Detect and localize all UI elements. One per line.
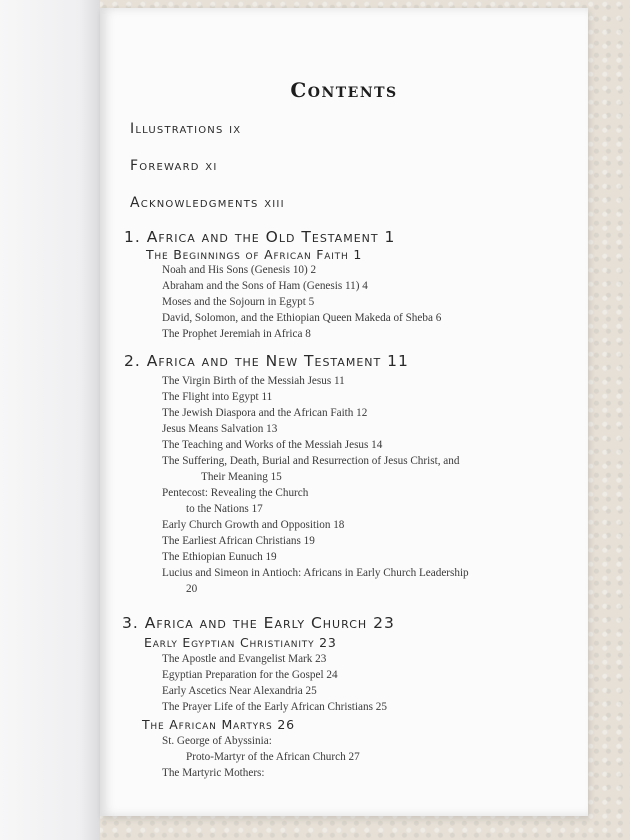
toc-item: The Apostle and Evangelist Mark 23 xyxy=(162,653,327,665)
toc-acknowledgments: Acknowledgments xiii xyxy=(130,195,285,211)
toc-item: The Suffering, Death, Burial and Resurrection of Jesus Christ, and xyxy=(162,455,460,467)
toc-foreward: Foreward xi xyxy=(130,158,218,174)
chapter-2-heading: 2. Africa and the New Testament 11 xyxy=(124,352,409,370)
page-title: Contents xyxy=(290,78,398,102)
section-heading: The African Martyrs 26 xyxy=(142,717,295,732)
toc-item: The Martyric Mothers: xyxy=(162,767,265,779)
toc-item: Early Church Growth and Opposition 18 xyxy=(162,519,345,531)
toc-illustrations: Illustrations ix xyxy=(130,121,242,137)
toc-item: The Virgin Birth of the Messiah Jesus 11 xyxy=(162,375,345,387)
toc-item: Pentecost: Revealing the Church xyxy=(162,487,309,499)
toc-item-continuation: to the Nations 17 xyxy=(186,503,263,515)
toc-item: Lucius and Simeon in Antioch: Africans in Early Church Leadership xyxy=(162,567,469,579)
toc-item: Abraham and the Sons of Ham (Genesis 11) 4 xyxy=(162,280,368,292)
toc-item: The Jewish Diaspora and the African Faith 12 xyxy=(162,407,368,419)
toc-item: The Flight into Egypt 11 xyxy=(162,391,273,403)
chapter-1-heading: 1. Africa and the Old Testament 1 xyxy=(124,228,396,246)
toc-item: David, Solomon, and the Ethiopian Queen Makeda of Sheba 6 xyxy=(162,312,442,324)
toc-item: The Teaching and Works of the Messiah Jesus 14 xyxy=(162,439,383,451)
toc-item: Jesus Means Salvation 13 xyxy=(162,423,278,435)
chapter-3-heading: 3. Africa and the Early Church 23 xyxy=(122,614,395,632)
section-heading: The Beginnings of African Faith 1 xyxy=(146,247,363,262)
toc-item: The Ethiopian Eunuch 19 xyxy=(162,551,277,563)
toc-item: Egyptian Preparation for the Gospel 24 xyxy=(162,669,338,681)
toc-item: Noah and His Sons (Genesis 10) 2 xyxy=(162,264,317,276)
toc-item-continuation: Their Meaning 15 xyxy=(201,471,282,483)
book-page xyxy=(100,8,588,816)
toc-item: The Prayer Life of the Early African Christians 25 xyxy=(162,701,387,713)
section-heading: Early Egyptian Christianity 23 xyxy=(144,635,337,650)
toc-item: St. George of Abyssinia: xyxy=(162,735,272,747)
table-of-contents xyxy=(100,8,588,816)
toc-item-continuation: 20 xyxy=(186,583,198,595)
toc-item-continuation: Proto-Martyr of the African Church 27 xyxy=(186,751,360,763)
toc-item: The Prophet Jeremiah in Africa 8 xyxy=(162,328,311,340)
toc-item: The Earliest African Christians 19 xyxy=(162,535,315,547)
left-page-edge xyxy=(0,0,100,840)
toc-item: Early Ascetics Near Alexandria 25 xyxy=(162,685,317,697)
toc-item: Moses and the Sojourn in Egypt 5 xyxy=(162,296,315,308)
